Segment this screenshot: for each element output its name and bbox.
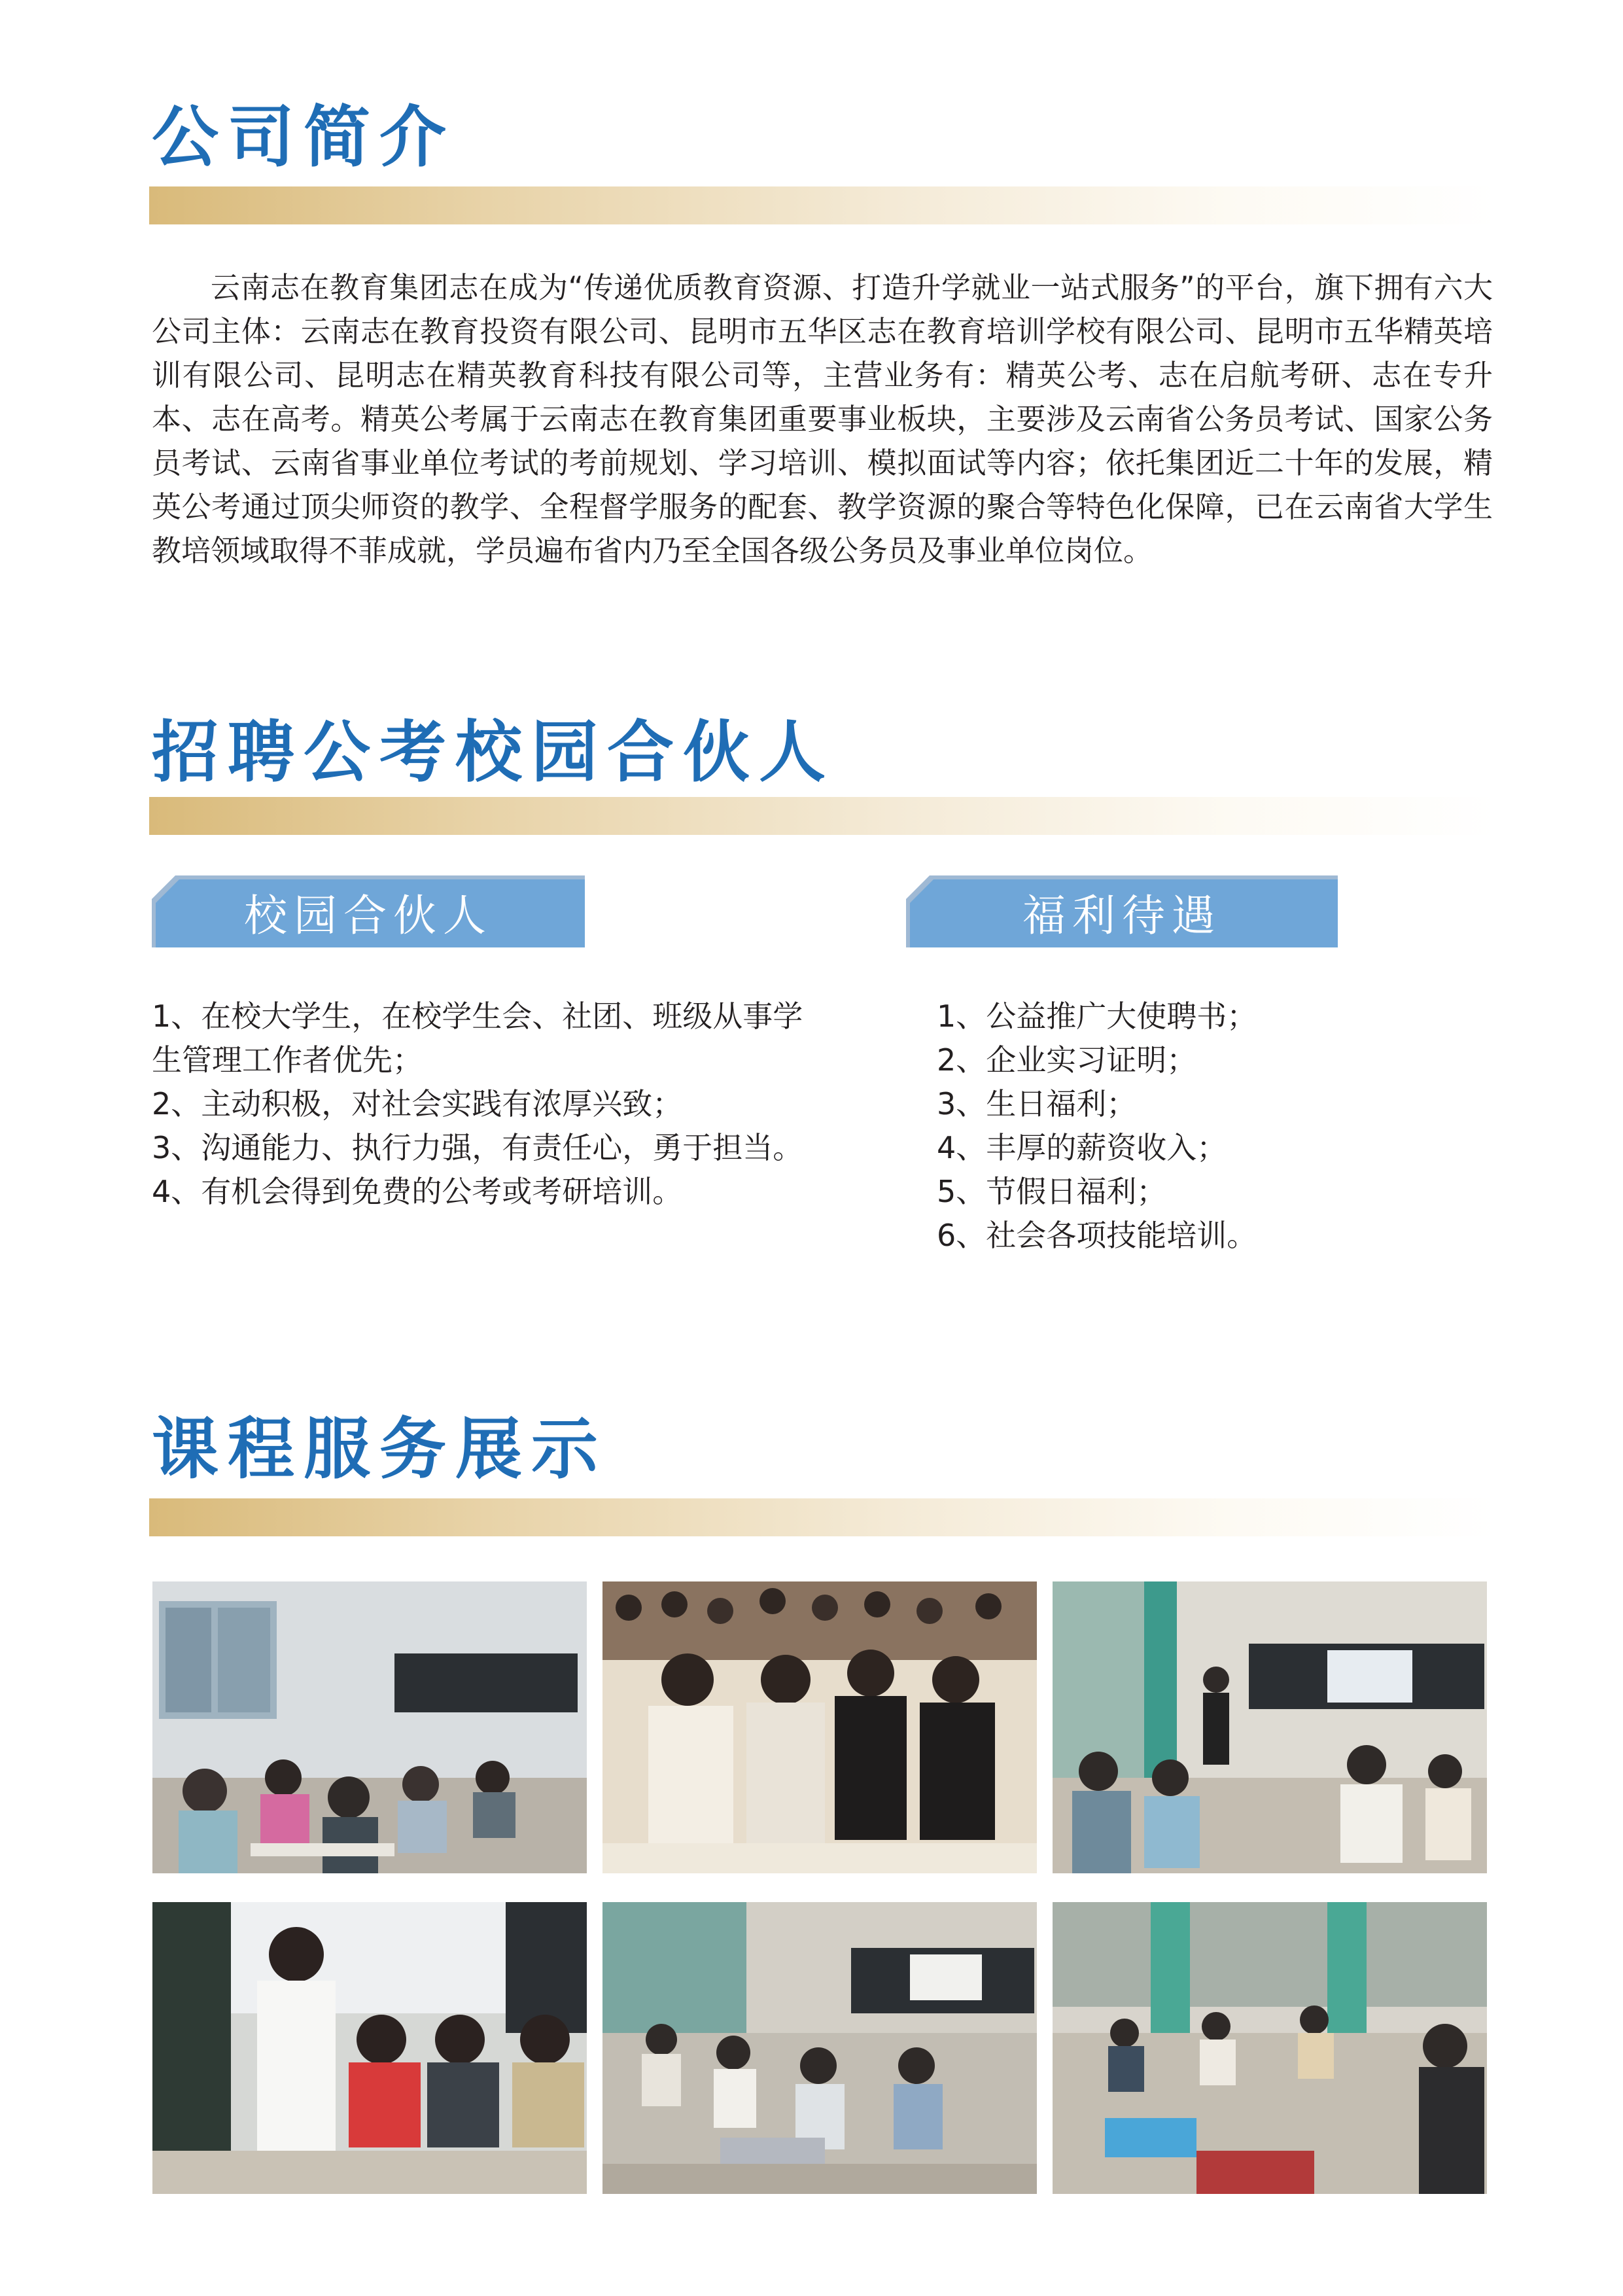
company-section-title: 公司简介 bbox=[152, 99, 455, 177]
list-item: 4、丰厚的薪资收入； bbox=[937, 1130, 1227, 1165]
list-item: 5、节假日福利； bbox=[937, 1174, 1167, 1209]
list-item: 3、生日福利； bbox=[937, 1086, 1137, 1122]
list-item: 6、社会各项技能培训。 bbox=[937, 1218, 1257, 1253]
exam-hall-photo bbox=[602, 1902, 1037, 2194]
benefits-tab bbox=[906, 875, 1338, 947]
company-intro-paragraph: 云南志在教育集团志在成为“传递优质教育资源、打造升学就业一站式服务”的平台，旗下拥有六大公司主体：云南志在教育投资有限公司、昆明市五华区志在教育培训学校有限公司、昆明市五华精英培训有限公司、昆明志在精英教育科技有限公司等，主营业务有：精英公考、志在启航考研、志在专升本、志在高考。精英公考属于云南志在教育集团重要事业板块，主要涉及云南省公务员考试、国家公务员考试、云南省事业单位考试的考前规划、学习培训、模拟面试等内容；依托集团近二十年的发展，精英公考通过顶尖师资的教学、全程督学服务的配套、教学资源的聚合等特色化保障，已在云南省大学生教培领域取得不菲成就，学员遍布省内乃至全国各级公务员及事业单位岗位。 bbox=[152, 270, 1493, 568]
classroom-photo bbox=[152, 1581, 587, 1873]
courses-section-title: 课程服务展示 bbox=[152, 1411, 607, 1489]
teacher-photo bbox=[152, 1902, 587, 2194]
list-item: 2、企业实习证明； bbox=[937, 1042, 1197, 1078]
company-title-underline bbox=[149, 186, 1497, 224]
recruit-section-title: 招聘公考校园合伙人 bbox=[152, 714, 835, 792]
benefits-list bbox=[937, 995, 1434, 1258]
list-item: 1、在校大学生，在校学生会、社团、班级从事学生管理工作者优先； bbox=[152, 998, 803, 1078]
list-item: 3、沟通能力、执行力强，有责任心，勇于担当。 bbox=[152, 1130, 803, 1165]
lecture-photo bbox=[1053, 1581, 1487, 1873]
partner-tab-label: 校园合伙人 bbox=[244, 890, 493, 941]
study-room-photo bbox=[1053, 1902, 1487, 2194]
list-item: 2、主动积极，对社会实践有浓厚兴致； bbox=[152, 1086, 683, 1122]
partner-tab bbox=[152, 875, 585, 947]
partner-requirements-list bbox=[152, 995, 806, 1214]
list-item: 4、有机会得到免费的公考或考研培训。 bbox=[152, 1174, 683, 1209]
recruit-title-underline bbox=[149, 797, 1497, 835]
benefits-tab-label: 福利待遇 bbox=[1022, 890, 1221, 941]
courses-title-underline bbox=[149, 1498, 1497, 1536]
list-item: 1、公益推广大使聘书； bbox=[937, 998, 1257, 1034]
seminar-photo bbox=[602, 1581, 1037, 1873]
